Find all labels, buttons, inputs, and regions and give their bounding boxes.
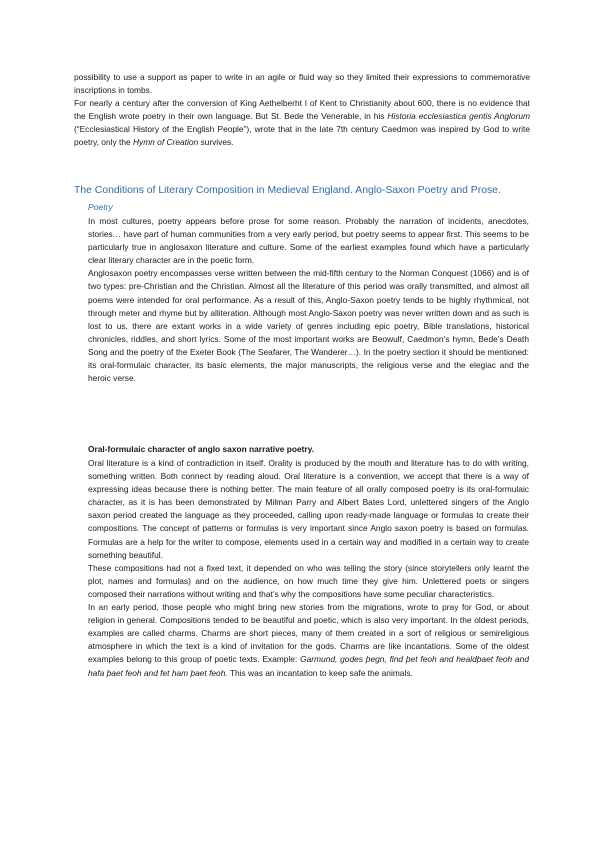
section-heading: The Conditions of Literary Composition in Medieval England. Anglo-Saxon Poetry and Prose. — [74, 185, 501, 196]
charm-example: Garmund, godes þegn, find þet feoh and healdþaet feoh and hafa þaet feoh and fet ham þaet feoh. — [88, 654, 529, 678]
intro-paragraph-1: possibility to use a support as paper to write in an agile or fluid way so they limited their expressions to commemorative inscriptions in tombs. — [74, 72, 530, 96]
oral-body — [88, 457, 529, 680]
poetry-subheading: Poetry — [88, 202, 113, 212]
oral-heading: Oral-formulaic character of anglo saxon narrative poetry. — [88, 444, 315, 454]
oral-text-a: In an early period, those people who might bring new stories from the migrations, wrote to pray for God, or about religion in general. Compositions tended to be beautiful and poetic, which is also very important. In the oldest periods, examples are called charms. Charms are short pieces, many of them created in a sort of religious or semireligious atmosphere in which the text is a kind of invitation for the gods. Charms are like incantations. Some of the oldest examples belong to this group of poetic texts. Example: — [88, 602, 529, 665]
intro-block — [74, 71, 530, 150]
poetry-paragraph-2: Anglosaxon poetry encompasses verse written between the mid-fifth century to the Norman Conquest (1066) and is of two types: pre-Christian and the Christian. Almost all the literature of this period was orally transmitted, and almost all poems were intended for oral performance. As a result of this, Anglo-Saxon poetry tends to be highly rhythmical, not through meter and rhyme but by alliteration. Although most Anglo-Saxon poetry was never written down and as such is lost to us, there are extant works in a wide variety of genres including epic poetry, Bible translations, historical chronicles, riddles, and short lyrics. Some of the most important works are Beowulf, Caedmon’s hymn, Bede’s Death Song and the poetry of the Exeter Book (The Seafarer, The Wanderer…). In the poetry section it should be mentioned: its oral-formulaic character, its basic elements, the major manuscripts, the religious verse and the elegiac and the heroic verse. — [88, 268, 529, 384]
oral-paragraph-1: Oral literature is a kind of contradiction in itself. Orality is produced by the mouth and literature has to do with writing, something written. Both connect by reading aloud. Oral literature is a convention, we accept that there is a way of expressing ideas because there is nothing better. The main feature of all orally composed poetry is its oral-formulaic character, as it is has been demonstrated by Milman Parry and Albert Bates Lord, unlettered singers of the Anglo saxon period created the language as they proceeded, calling upon ready-made language or formulas to create their compositions. The concept of patterns or formulas is very important since Anglo saxon poetry is based on formulas. Formulas are a help for the writer to compose, elements used in a certain way and modified in a certain way to create something beautiful. — [88, 458, 529, 560]
poetry-body — [88, 215, 529, 385]
intro-text-a: For nearly a century after the conversion of King Aethelberht I of Kent to Christianity about 600, there is no evidence that the English wrote poetry in their own language. But St. Bede the Venerable, in his — [74, 98, 530, 122]
poetry-paragraph-1: In most cultures, poetry appears before prose for some reason. Probably the narration of incidents, anecdotes, stories… have part of human communities from a very early period, but poetry seems to appear first. This seems to be particularly true in anglosaxon literature and culture. Some of the earliest examples found which have a particularly clear literary character are in the poetic form. — [88, 216, 529, 266]
oral-paragraph-3 — [88, 601, 529, 680]
intro-paragraph-2 — [74, 97, 530, 149]
oral-text-b: This was an incantation to keep safe the animals. — [227, 667, 413, 678]
historia-title: Historia ecclesiastica gentis Anglorum — [387, 111, 530, 122]
intro-text-c: survives. — [198, 137, 234, 148]
intro-text-b: (“Ecclesiastical History of the English People”), wrote that in the late 7th century Caedmon was inspired by God to write poetry, only the — [74, 124, 530, 148]
oral-paragraph-2: These compositions had not a fixed text, it depended on who was telling the story (since storytellers only learnt the plot, names and formulas) and on the audience, on how much time they give him. Unlettered poets or singers composed their narrations without writing and that’s why the compositions have some peculiar characteristics. — [88, 562, 529, 599]
hymn-title: Hymn of Creation — [132, 137, 199, 148]
